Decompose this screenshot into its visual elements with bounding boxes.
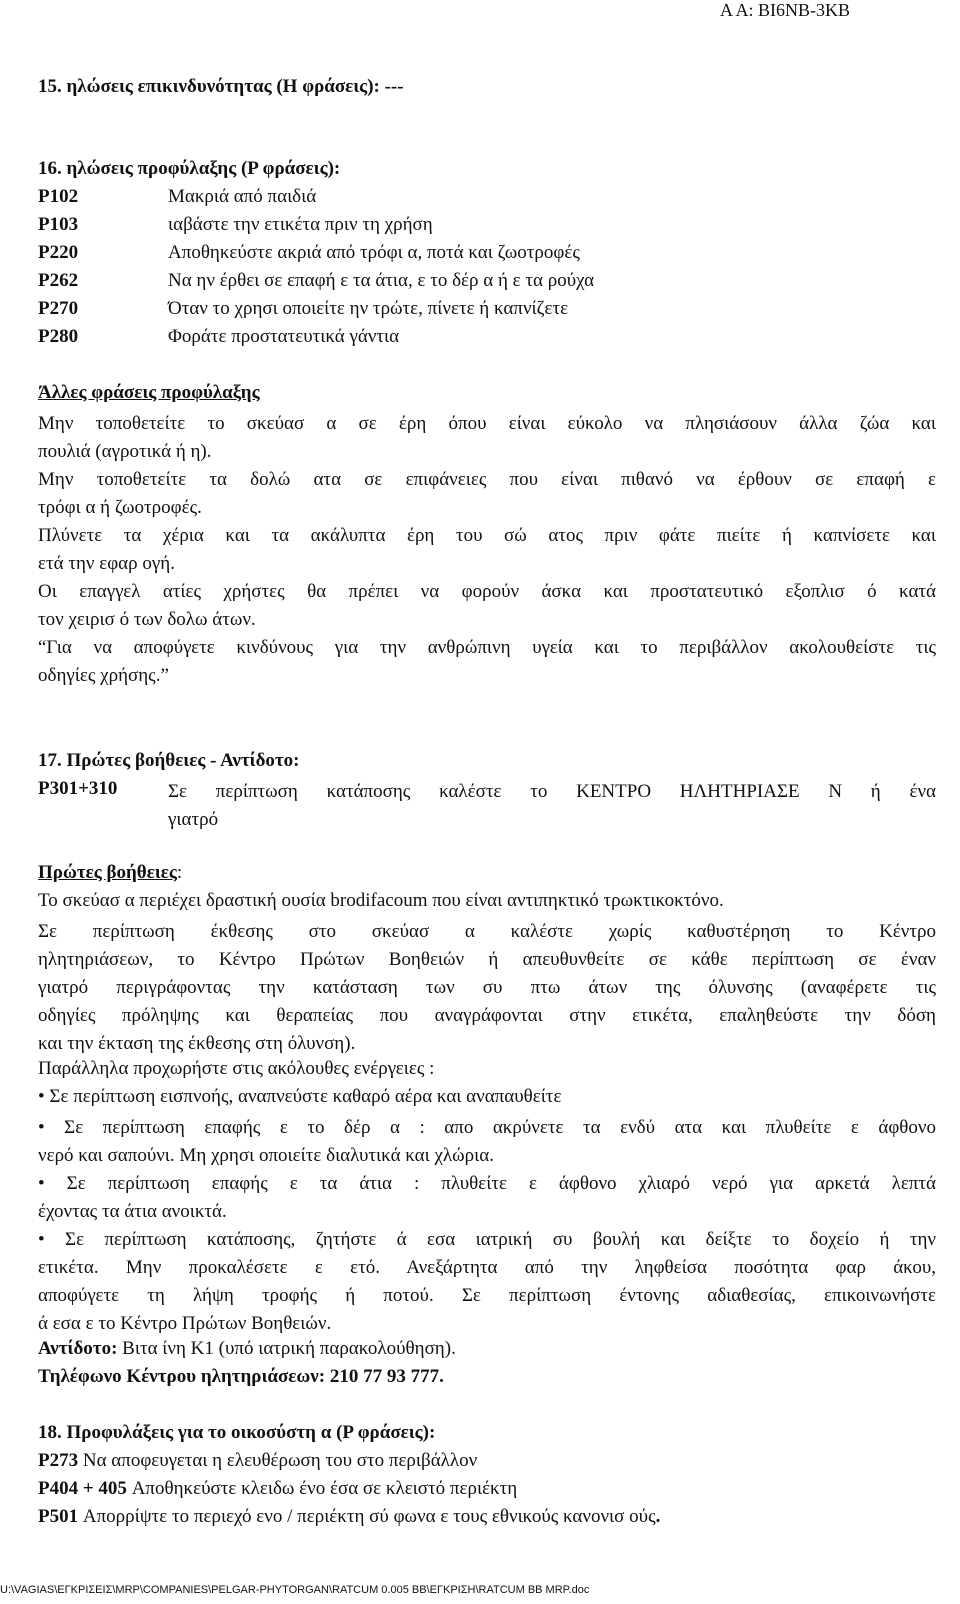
phrase-text: Αποθηκεύστε ακριά από τρόφι α, ποτά και ζωοτροφές [168, 242, 580, 263]
bullet-eyes [38, 1170, 936, 1226]
text-line: γιατρό [168, 809, 219, 830]
phrase-code: P103 [38, 214, 79, 235]
phrase-text: Να ην έρθει σε επαφή ε τα άτια, ε το δέρ α ή ε τα ρούχα [168, 270, 595, 291]
text-line: ετικέτα. Μην προκαλέσετε ε ετό. Ανεξάρτητα από την ληφθείσα ποσότητα φαρ άκου, [38, 1257, 936, 1278]
phrase-code: P501 [38, 1506, 79, 1527]
phrase-code: P273 [38, 1450, 79, 1471]
poison-center-phone: Τηλέφωνο Κέντρου ηλητηριάσεων: 210 77 93 777. [38, 1366, 444, 1387]
phrase-code: P301+310 [38, 778, 118, 799]
text-line: • Σε περίπτωση επαφής ε το δέρ α : απο ακρύνετε τα ενδύ ατα και πλυθείτε ε άφθονο [38, 1117, 936, 1138]
phrase-text [168, 778, 936, 834]
text-line: έχοντας τα άτια ανοικτά. [38, 1201, 227, 1222]
eco-phrase [38, 1478, 517, 1500]
text-line: Πλύνετε τα χέρια και τα ακάλυπτα έρη του σώ ατος πριν φάτε πιείτε ή καπνίσετε και [38, 525, 936, 546]
phrase-text: Μακριά από παιδιά [168, 186, 317, 207]
phrase-code: P270 [38, 298, 79, 319]
phrase-code: P102 [38, 186, 79, 207]
document-reference: Α Α: ΒΙ6ΝΒ-3ΚΒ [720, 0, 851, 20]
text-line: Σε περίπτωση έκθεσης στο σκεύασ α καλέστε χωρίς καθυστέρηση το Κέντρο [38, 921, 936, 942]
other-precaution-item [38, 634, 936, 690]
text-line: “Για να αποφύγετε κινδύνους για την ανθρώπινη υγεία και το περιβάλλον ακολουθείστε τις [38, 637, 936, 658]
phrase-end: . [655, 1506, 661, 1527]
text-line: οδηγίες χρήσης.” [38, 665, 169, 686]
phrase-text: Να αποφευγεται η ελευθέρωση του στο περιβάλλον [78, 1450, 478, 1471]
phrase-text: Απορρίψτε το περιεχό ενο / περιέκτη σύ φωνα ε τους εθνικούς κανονισ ούς [78, 1506, 656, 1527]
phrase-code: P220 [38, 242, 79, 263]
text-line: νερό και σαπούνι. Μη χρησι οποιείτε διαλυτικά και χλώρια. [38, 1145, 494, 1166]
first-aid-heading-text: Πρώτες βοήθειες [38, 862, 177, 883]
antidote-line [38, 1338, 456, 1360]
text-line: ηλητηριάσεων, το Κέντρο Πρώτων Βοηθειών ή απευθυνθείτε σε κάθε περίπτωση σε έναν [38, 949, 936, 970]
phrase-text: Αποθηκεύστε κλειδω ένο έσα σε κλειστό περιέκτη [126, 1478, 518, 1499]
text-line: και την έκταση της έκθεσης στη όλυνση). [38, 1033, 356, 1054]
text-line: Σε περίπτωση κατάποσης καλέστε το ΚΕΝΤΡΟ ΗΛΗΤΗΡΙΑΣΕ Ν ή ένα [168, 781, 936, 802]
phrase-text: Φοράτε προστατευτικά γάντια [168, 326, 400, 347]
other-precaution-item [38, 410, 936, 466]
phrase-code: P404 + 405 [38, 1478, 127, 1499]
text-line: αποφύγετε τη λήψη τροφής ή ποτού. Σε περίπτωση έντονης αδιαθεσίας, επικοινωνήστε [38, 1285, 936, 1306]
text-line: πουλιά (αγροτικά ή η). [38, 441, 212, 462]
bullet-inhalation: • Σε περίπτωση εισπνοής, αναπνεύστε καθαρό αέρα και αναπαυθείτε [38, 1086, 562, 1107]
phrase-text: Όταν το χρησι οποιείτε ην τρώτε, πίνετε ή καπνίζετε [168, 298, 569, 319]
section-15-title: 15. ηλώσεις επικινδυνότητας (Η φράσεις): --- [38, 76, 404, 97]
exposure-paragraph [38, 918, 936, 1058]
other-precaution-item [38, 522, 936, 578]
other-precautions-heading: Άλλες φράσεις προφύλαξης [38, 382, 260, 403]
bullet-skin [38, 1114, 936, 1170]
other-precaution-item [38, 578, 936, 634]
antidote-label: Αντίδοτο: [38, 1338, 118, 1359]
other-precaution-item [38, 466, 936, 522]
first-aid-heading [38, 862, 182, 884]
section-16-title: 16. ηλώσεις προφύλαξης (P φράσεις): [38, 158, 341, 179]
antidote-text: Βιτα ίνη Κ1 (υπό ιατρική παρακολούθηση). [117, 1338, 456, 1359]
text-line: ά εσα ε το Κέντρο Πρώτων Βοηθειών. [38, 1313, 332, 1334]
section-17-title: 17. Πρώτες βοήθειες - Αντίδοτο: [38, 750, 300, 771]
file-path-footer: U:\VAGIAS\ΕΓΚΡΙΣΕΙΣ\MRP\COMPANIES\PELGAR-PHYTORGAN\RATCUM 0.005 BB\ΕΓΚΡΙΣΗ\RATCUM BB MRP.doc [0, 1584, 590, 1596]
text-line: τον χειρισ ό των δολω άτων. [38, 609, 256, 630]
phrase-text: ιαβάστε την ετικέτα πριν τη χρήση [168, 214, 433, 235]
first-aid-heading-colon: : [176, 862, 183, 883]
text-line: Μην τοποθετείτε τα δολώ ατα σε επιφάνειες που είναι πιθανό να έρθουν σε επαφή ε [38, 469, 936, 490]
text-line: Μην τοποθετείτε το σκεύασ α σε έρη όπου είναι εύκολο να πλησιάσουν άλλα ζώα και [38, 413, 936, 434]
actions-intro: Παράλληλα προχωρήστε στις ακόλουθες ενέργειες : [38, 1058, 435, 1079]
text-line: • Σε περίπτωση επαφής ε τα άτια : πλυθείτε ε άφθονο χλιαρό νερό για αρκετά λεπτά [38, 1173, 936, 1194]
phrase-code: P262 [38, 270, 79, 291]
text-line: ετά την εφαρ ογή. [38, 553, 175, 574]
bullet-ingestion [38, 1226, 936, 1338]
first-aid-paragraph: Το σκεύασ α περιέχει δραστική ουσία brodifacoum που είναι αντιπηκτικό τρωκτικοκτόνο. [38, 890, 724, 911]
text-line: γιατρό περιγράφοντας την κατάσταση των συ πτω άτων της όλυνσης (αναφέρετε τις [38, 977, 936, 998]
text-line: οδηγίες πρόληψης και θεραπείας που αναγράφονται στην ετικέτα, επαληθεύστε την δόση [38, 1005, 936, 1026]
eco-phrase [38, 1450, 477, 1472]
text-line: Οι επαγγελ ατίες χρήστες θα πρέπει να φορούν άσκα και προστατευτικό εξοπλισ ό κατά [38, 581, 936, 602]
eco-phrase [38, 1506, 660, 1528]
text-line: • Σε περίπτωση κατάποσης, ζητήστε ά εσα ιατρική συ βουλή και δείξτε το δοχείο ή την [38, 1229, 936, 1250]
phrase-code: P280 [38, 326, 79, 347]
section-18-title: 18. Προφυλάξεις για το οικοσύστη α (P φράσεις): [38, 1422, 436, 1443]
text-line: τρόφι α ή ζωοτροφές. [38, 497, 202, 518]
